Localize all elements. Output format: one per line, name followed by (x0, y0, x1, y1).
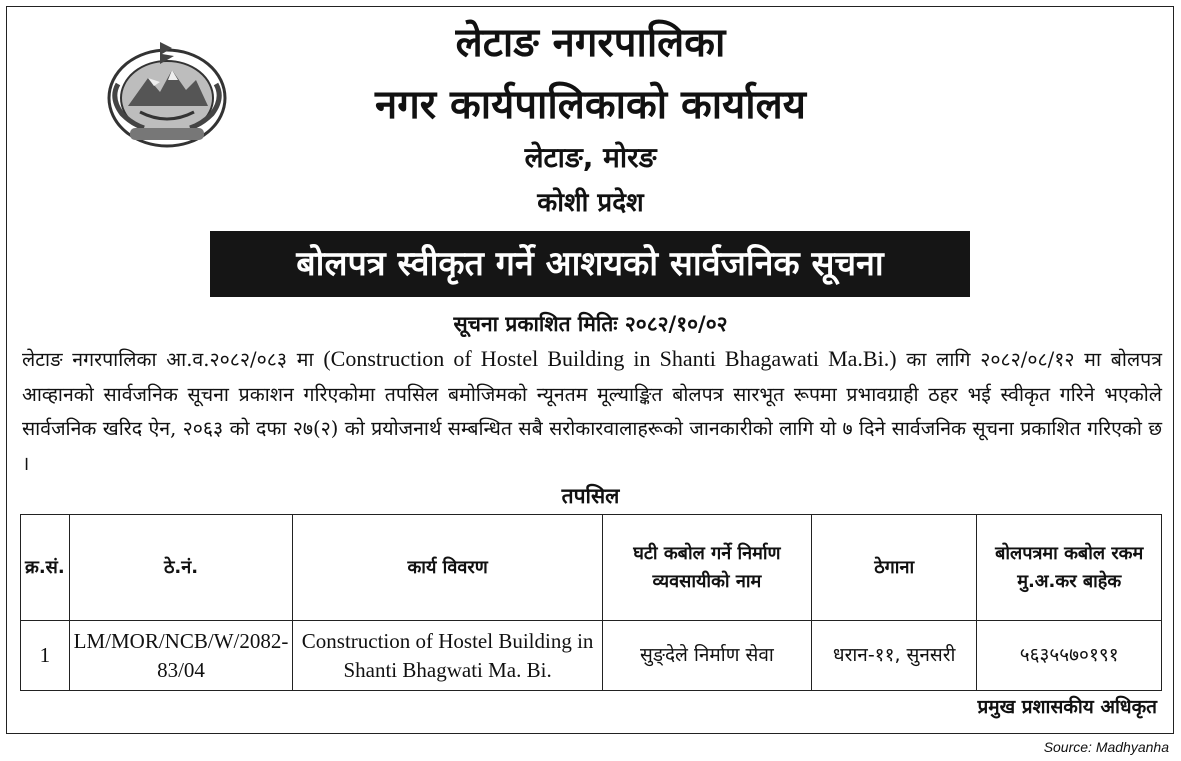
cell-sn: 1 (21, 621, 70, 691)
cell-description: Construction of Hostel Building in Shanti Bhagwati Ma. Bi. (293, 621, 602, 691)
body-rest: का लागि २०८२/०८/१२ मा बोलपत्र आव्हानको सार्वजनिक सूचना प्रकाशन गरिएकोमा तपसिल बमोजिमको न्यूनतम मूल्याङ्कित बोलपत्र सारभूत रूपमा प्रभावग्राही ठहर भई स्वीकृत गरिने भएकोले सार्वजनिक खरिद ऐन, २०६३ को दफा २७(२) को प्रयोजनार्थ सम्बन्धित सबै सरोकारवालाहरूको जानकारीको लागि यो ७ दिने सार्वजनिक सूचना प्रकाशित गरिएको छ । (22, 348, 1163, 475)
cell-bidder: सुङ्देले निर्माण सेवा (602, 621, 811, 691)
publish-date: सूचना प्रकाशित मितिः २०८२/१०/०२ (453, 312, 728, 336)
header-address: ठेगाना (811, 515, 976, 621)
header-amount: बोलपत्रमा कबोल रकम मु.अ.कर बाहेक (977, 515, 1162, 621)
signatory: प्रमुख प्रशासकीय अधिकृत (977, 696, 1157, 718)
cell-amount: ५६३५५७०१९१ (977, 621, 1162, 691)
schedule-title: तपसिल (561, 484, 620, 508)
municipality-name: लेटाङ नगरपालिका (455, 20, 726, 66)
province-name: कोशी प्रदेश (537, 188, 644, 218)
header-bidder: घटी कबोल गर्ने निर्माण व्यवसायीको नाम (602, 515, 811, 621)
notice-body (22, 342, 1162, 481)
body-project-name: (Construction of Hostel Building in Shanti Bhagawati Ma.Bi.) (323, 346, 897, 371)
header-description: कार्य विवरण (293, 515, 602, 621)
table-header-row (21, 515, 1162, 621)
header-sn: क्र.सं. (21, 515, 70, 621)
body-intro: लेटाङ नगरपालिका आ.व.२०८२/०८३ मा (22, 348, 314, 371)
office-name: नगर कार्यपालिकाको कार्यालय (375, 82, 806, 128)
notice-title-banner: बोलपत्र स्वीकृत गर्ने आशयको सार्वजनिक सूचना (210, 231, 970, 297)
source-credit: Source: Madhyanha (1043, 739, 1169, 755)
table-row (21, 621, 1162, 691)
header-contract-no: ठे.नं. (69, 515, 293, 621)
bid-table (20, 514, 1162, 691)
cell-contract-no: LM/MOR/NCB/W/2082-83/04 (69, 621, 293, 691)
cell-address: धरान-११, सुनसरी (811, 621, 976, 691)
office-address: लेटाङ, मोरङ (524, 141, 657, 174)
